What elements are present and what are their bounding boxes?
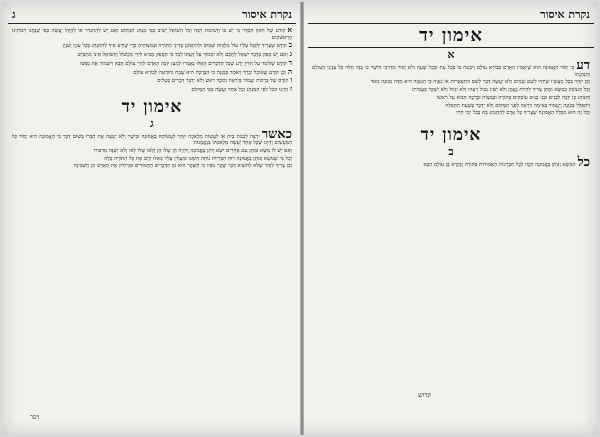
right-para-5: וְיִתְפַּלֵּל בְּכַוָּנָה וְיַעֲמוֹד בְּאֵימָה וְיִרְאָה לִפְנֵי הַמָּקוֹם וְלֹא יְדַבֵּר בְּשָׁעַת הַתְּפִלָּה xyxy=(445,102,590,109)
left-lead-word: כאשר xyxy=(261,126,292,142)
left-page xyxy=(8,2,296,435)
left-para-10: וְכָל מִי שֶׁנּוֹשֵׂא וְנוֹתֵן בֶּאֱמוּנָה רוּחַ הַבְּרִיּוֹת נוֹחָה הֵימֶנּוּ וּמַעֲלִין עָלָיו כְּאִלּוּ קִיֵּם אֶת כָּל הַתּוֹרָה כֻּלָּהּ xyxy=(104,155,292,162)
left-header-letter: ג xyxy=(12,8,16,21)
scanned-book-spread xyxy=(2,2,598,435)
left-header-title: נקרת איסור xyxy=(242,8,292,21)
right-catchword: קדוש xyxy=(418,391,431,399)
right-top-paragraphs xyxy=(308,58,594,117)
left-para-6: וקוֹדֶם שֶׁל בְּרָכוֹת יַעֲמוֹד בְּיִרְאָה וְכוֹבֶד רֹאשׁ וְלֹא יְדַבֵּר דְּבָרִים בְּטֵלִים xyxy=(157,75,292,85)
left-para-4: דקוֹדֶם שֶׁלּוֹמֵד עַל הַדִּין יֵדַע שֶׁכָּל הַדְּבָרִים הָאֵלּוּ נֶאֶמְרוּ לְמַעַן יִזְכֶּה הָאָדָם לְחַיֵּי עוֹלָם הַבָּא וְיִשְׁמוֹר אֶת נַפְשׁוֹ xyxy=(80,57,292,67)
right-para-7: כלהַנּוֹשֵׂא וְנוֹתֵן בֶּאֱמוּנָה זוֹכֶה לְכָל הַבְּרָכוֹת הָאֲמוּרוֹת בַּתּוֹרָה וְנִקְרָא בֶּן עוֹלָם הַבָּא xyxy=(423,154,590,170)
left-top-paragraphs xyxy=(8,27,296,94)
left-para-3: גוְאִם יֵשׁ סָפֵק בַּדָּבָר יִשְׁאַל לְחָכָם וְלֹא יִסְמוֹךְ עַל דַּעְתּוֹ לְבַד כִּי הַסָּפֵק מְבִיא לִידֵי מִכְשׁוֹל וְהַשּׁוֹאֵל אֵינוֹ מִתְבַּיֵּשׁ xyxy=(77,49,292,59)
right-para-3: וְכָל הָעוֹסֵק בְּמַשָּׂא וּמַתָּן צָרִיךְ לִהְיוֹת נֶאֱמָן וְלֹא יַשִּׂיג גְּבוּל רֵעֵהוּ וְלֹא יִגְזוֹל וְלֹא יְשַׁקֵּר בַּעֲמִיתוֹ xyxy=(411,87,590,94)
right-lead-word-bottom: כל xyxy=(577,154,590,170)
right-chapter-title-bottom: אימון יד xyxy=(420,124,482,145)
left-para-11: וְכֵן צָרִיךְ לִזָּהֵר שֶׁלֹּא לְהוֹצִיא דָּבָר שֶׁקֶר מִפִּיו כִּי הַשֶּׁקֶר הוּא מִן הַדְּבָרִים הַחֲמוּרִים וּמַרְחִיק אֶת הָאָדָם מִן הַשְּׁכִינָה xyxy=(73,163,292,170)
left-running-head xyxy=(8,8,296,24)
right-para-4: וְהַנּוֹהֵג כֵּן יִזְכֶּה לְבָנִים וּבְנֵי בָנִים עוֹסְקִים בַּתּוֹרָה וּבַמִּצְוֹת וּבְרָכָה תָּבוֹא עַל רֹאשׁוֹ xyxy=(436,94,590,101)
right-section-letter-bottom: ב xyxy=(448,144,454,158)
right-para-1: דעכִּי יְסוֹד הָאֱמוּנָה הוּא שֶׁיַּאֲמִין הָאָדָם בְּבוֹרֵא עוֹלָם וְיִבְטַח בּוֹ בְּכָל עֵת וּבְכָל שָׁעָה וְלֹא יָסוּר מִדַּרְכֵי הַיֹּשֶׁר כִּי בָּזֶה תָּלוּי כָּל עִנְיְנֵי הָעוֹלָם וְהַנְהָגָתוֹ xyxy=(312,58,590,78)
right-para-2: וְכֵן יִזָּהֵר בְּכָל מַעֲשָׂיו שֶׁיִּהְיוּ לְשֵׁם שָׁמַיִם וְלֹא יַעֲשֶׂה דָּבָר לְשֵׁם הִתְפָּאֲרוּת אוֹ גַּאֲוָה כִּי הַגַּאֲוָה הִיא מִדָּה מְגוּנָּה מְאֹד xyxy=(370,79,590,86)
left-chapter-title: אימון יד xyxy=(121,96,183,117)
right-bottom-paragraphs xyxy=(308,154,594,170)
left-para-2: בקוֹדֶם שֶׁצָּרִיךְ לְקַבֵּל עָלָיו עוֹל מַלְכוּת שָׁמַיִם וּלְהִתְבּוֹנֵן בְּדִינֵי הַתּוֹרָה וּבְמִצְוֹתֶיהָ כְּדֵי שֶׁיֵּדַע אֵיךְ לְהִתְנַהֵג בְּכָל עִנְיָן וְעִנְיָן xyxy=(62,40,292,50)
right-para-6: וְכָל זֶה הוּא מִכְּלַל הָאֱמוּנָה שֶׁצָּרִיךְ כָּל אָדָם לְהִתְנַהֵג בָּהּ בְּכָל יְמֵי חַיָּיו xyxy=(456,110,590,117)
left-bottom-paragraphs xyxy=(8,126,296,171)
right-running-head xyxy=(308,8,594,23)
left-para-1: אקודם שֶׁל תִּקּוּן הַסֵּדֶר כִּי יֵשׁ בּוֹ חֲשִׁיבוּת רַבָּה וְכָל הַשּׁוֹאֵל יָשִׁיב כְּפִי מִנְהַג הַמָּקוֹם וְאִם יֵשׁ לְהַחְמִיר אוֹ לְהָקֵל יַעֲשֶׂה כְּפִי שֶׁנָּהֲגוּ רַבּוֹתֵינוּ הָרִאשׁוֹנִים xyxy=(12,25,292,41)
left-para-9: וְאִם יֵשׁ לוֹ מַשָּׂא וּמַתָּן עִם אֲחֵרִים יִשָּׂא וְיִתֵּן בֶּאֱמוּנָה וְיִהְיֶה הֵן שֶׁלּוֹ הֵן וְלָאו שֶׁלּוֹ לָאו וְלֹא יְשַׁנֶּה מִדִּבּוּרוֹ xyxy=(93,148,292,155)
left-section-letter: ג xyxy=(150,116,154,130)
right-section-letter-top: א xyxy=(447,48,455,61)
left-catchword: ויסר xyxy=(30,414,40,421)
right-lead-word-top: דע xyxy=(576,58,590,73)
book-spine xyxy=(300,2,304,435)
right-header-title: נקרת איסור xyxy=(540,8,590,21)
right-chapter-title-top: אימון יד xyxy=(308,23,594,48)
left-para-5: הוְכֵן קוֹדֶם שֶׁאוֹכֵל יְבָרֵךְ וְיֹאמַר בְּכַוָּנָה כִּי הַבְּרָכָה הִיא שֶׁבַח וְהוֹדָאָה לְבוֹרֵא עוֹלָם xyxy=(133,66,292,76)
left-para-7: זוְהַיְנוּ הַכֹּל לְפִי הַמִּנְהָג וְכָל אֶחָד יַעֲשֶׂה כְּפִי הַמָּקוֹם xyxy=(191,83,292,93)
right-page xyxy=(308,2,594,435)
left-para-8: כאשריִרְצֶה לִבְנוֹת בַּיִת אוֹ לַעֲשׂוֹת מְלָאכָה יִזָּהֵר לַעֲשׂוֹתָהּ בֶּאֱמוּנָה וּבְיֹשֶׁר וְלֹא יַטְעֶה אֶת חֲבֵרוֹ בְּשׁוּם דָּבָר כִּי הָאֱמוּנָה הִיא יְסוֹד כָּל הַמַּעֲשִׂים וְהַיְנוּ שֶׁכָּל אֶחָד יַעֲשֶׂה מְלַאכְתּוֹ בְּנֶאֱמָנוּת xyxy=(12,126,292,147)
